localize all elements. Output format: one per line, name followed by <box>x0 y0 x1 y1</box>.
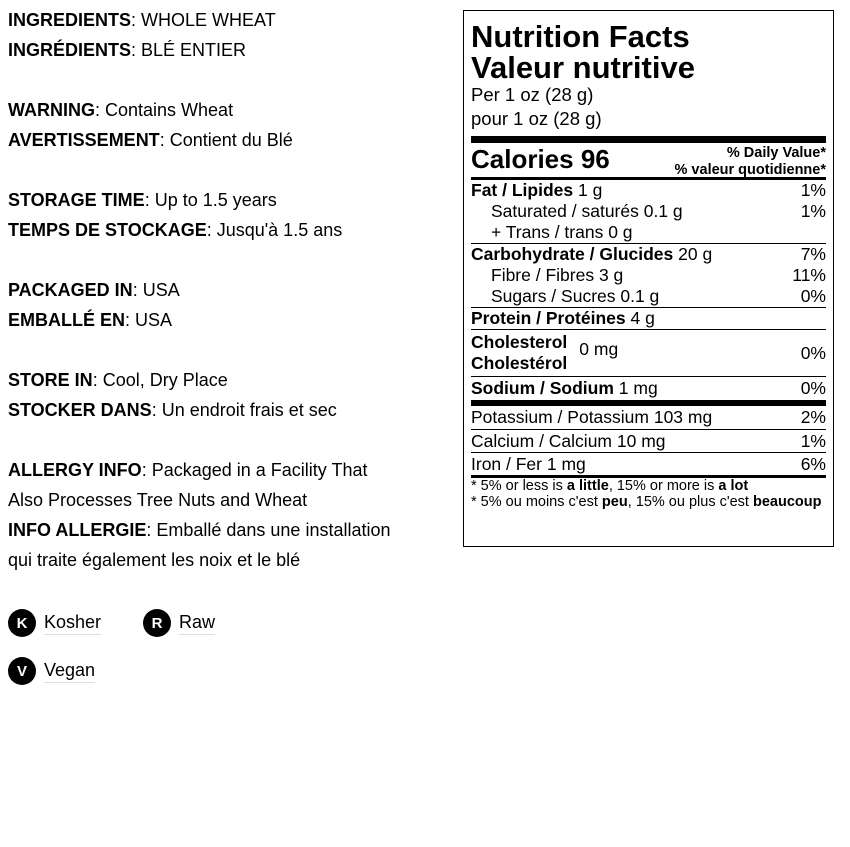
allergy-info-en-cont: Also Processes Tree Nuts and Wheat <box>8 490 308 510</box>
potassium-row: Potassium / Potassium 103 mg 2% <box>471 407 826 427</box>
nutrition-title-fr: Valeur nutritive <box>471 50 695 85</box>
warning-fr: AVERTISSEMENT: Contient du Blé <box>8 130 293 150</box>
store-in-fr: STOCKER DANS: Un endroit frais et sec <box>8 400 337 420</box>
packaged-in-en: PACKAGED IN: USA <box>8 280 180 300</box>
allergy-info-fr-cont: qui traite également les noix et le blé <box>8 550 301 570</box>
raw-icon: R <box>143 609 171 637</box>
packaged-in-fr: EMBALLÉ EN: USA <box>8 310 173 330</box>
protein-row: Protein / Protéines 4 g <box>471 308 655 328</box>
calcium-row: Calcium / Calcium 10 mg 1% <box>471 431 826 451</box>
fat-row: Fat / Lipides 1 g 1% <box>471 180 826 200</box>
warning-en: WARNING: Contains Wheat <box>8 100 234 120</box>
footnote-fr: * 5% ou moins c'est peu, 15% ou plus c'est beaucoup <box>471 494 822 510</box>
daily-value-header: % Daily Value* % valeur quotidienne* <box>674 145 826 178</box>
footnote-en: * 5% or less is a little, 15% or more is a lot <box>471 478 749 494</box>
nutrition-title-en: Nutrition Facts <box>471 19 690 54</box>
sodium-row: Sodium / Sodium 1 mg 0% <box>471 378 826 398</box>
ingredients-en: INGREDIENTS: WHOLE WHEAT <box>8 10 276 30</box>
sugars-row: Sugars / Sucres 0.1 g 0% <box>491 286 826 306</box>
serving-size-en: Per 1 oz (28 g) <box>471 84 594 105</box>
vegan-icon: V <box>8 657 36 685</box>
storage-time-en: STORAGE TIME: Up to 1.5 years <box>8 190 277 210</box>
product-info <box>8 5 458 575</box>
kosher-badge <box>8 609 101 637</box>
calories: Calories 96 <box>471 144 610 174</box>
store-in-en: STORE IN: Cool, Dry Place <box>8 370 228 390</box>
saturated-row: Saturated / saturés 0.1 g 1% <box>491 201 826 221</box>
allergy-info-fr: INFO ALLERGIE: Emballé dans une installation <box>8 520 391 540</box>
vegan-badge <box>8 657 95 685</box>
trans-row: + Trans / trans 0 g <box>491 222 633 242</box>
ingredients-fr: INGRÉDIENTS: BLÉ ENTIER <box>8 40 247 60</box>
carbohydrate-row: Carbohydrate / Glucides 20 g 7% <box>471 244 826 264</box>
raw-label: Raw <box>179 612 215 635</box>
cholesterol-row: Cholesterol Cholestérol 0 mg 0% <box>471 332 826 373</box>
serving-size-fr: pour 1 oz (28 g) <box>471 108 602 129</box>
kosher-icon: K <box>8 609 36 637</box>
kosher-label: Kosher <box>44 612 101 635</box>
fibre-row: Fibre / Fibres 3 g 11% <box>491 265 826 285</box>
storage-time-fr: TEMPS DE STOCKAGE: Jusqu'à 1.5 ans <box>8 220 343 240</box>
raw-badge <box>143 609 215 637</box>
allergy-info-en: ALLERGY INFO: Packaged in a Facility That <box>8 460 368 480</box>
calories-row <box>471 143 826 177</box>
vegan-label: Vegan <box>44 660 95 683</box>
nutrition-facts-panel <box>463 10 834 547</box>
iron-row: Iron / Fer 1 mg 6% <box>471 454 826 474</box>
